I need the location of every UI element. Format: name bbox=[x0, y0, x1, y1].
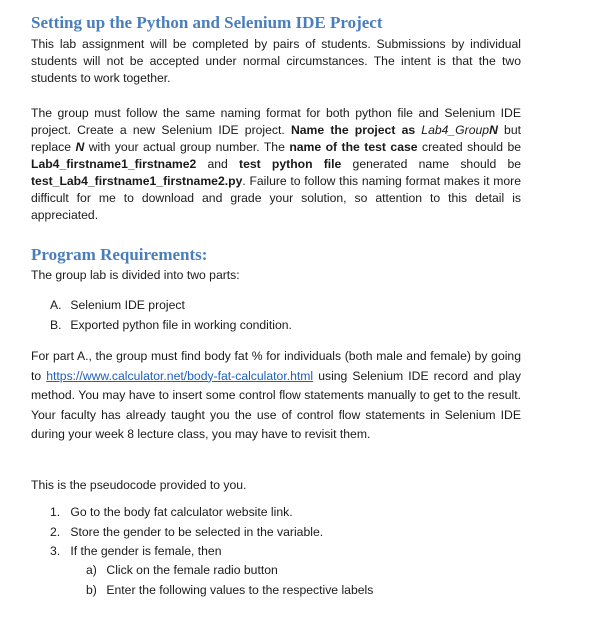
list-item bbox=[86, 563, 373, 583]
bold-italic-run: N bbox=[75, 140, 85, 154]
calculator-link[interactable]: https://www.calculator.net/body-fat-calculator.html bbox=[46, 368, 314, 383]
list-marker: 1. bbox=[50, 505, 61, 519]
bold-run: name of the test case bbox=[289, 140, 418, 154]
paragraph-part-a bbox=[31, 347, 521, 445]
list-item-text: If the gender is female, then bbox=[70, 544, 222, 559]
bold-run: test python file bbox=[239, 157, 342, 171]
text-run: . Failure to follow this naming format makes it more difficult for me to download and grade your solution, so attention to this detail is appreciated. bbox=[31, 174, 521, 222]
list-marker: 3. bbox=[50, 544, 61, 559]
italic-run: Lab4_Group bbox=[421, 123, 490, 137]
paragraph-intro: The group lab is divided into two parts: bbox=[31, 268, 240, 282]
list-marker: b) bbox=[86, 582, 97, 597]
list-item-text: Exported python file in working condition. bbox=[70, 317, 292, 332]
paragraph-naming bbox=[31, 105, 521, 224]
substeps-list bbox=[86, 563, 373, 602]
section-heading-requirements: Program Requirements: bbox=[31, 245, 208, 264]
bold-italic-run: N bbox=[489, 123, 498, 137]
list-item bbox=[50, 525, 323, 545]
steps-list bbox=[50, 505, 323, 564]
list-marker: 2. bbox=[50, 524, 61, 539]
list-marker: B. bbox=[50, 317, 62, 332]
text-run: and bbox=[196, 157, 240, 171]
text-run: with your actual group number. The bbox=[84, 140, 290, 154]
list-marker: a) bbox=[86, 563, 97, 577]
list-item bbox=[86, 583, 373, 603]
text-run: created should be bbox=[417, 140, 522, 154]
bold-run: Lab4_firstname1_firstname2 bbox=[31, 157, 197, 171]
list-item bbox=[50, 318, 292, 338]
text-run: The group must follow the same naming format for both python file and Selenium IDE project. Create a new Selenium IDE project. bbox=[31, 106, 521, 137]
list-item bbox=[50, 505, 323, 525]
parts-list bbox=[50, 298, 292, 337]
list-item-text: Click on the female radio button bbox=[106, 563, 278, 577]
bold-run: test_Lab4_firstname1_firstname2.py bbox=[31, 174, 243, 188]
list-item-text: Go to the body fat calculator website link. bbox=[70, 505, 293, 519]
text-run: using Selenium IDE record and play method. You may have to insert some control flow statements manually to get to the result. Your faculty has already taught you the use of control flow statements in Selenium IDE during your week 8 lecture class, you may have to revisit them. bbox=[31, 368, 521, 441]
list-marker: A. bbox=[50, 298, 62, 312]
section-heading-setup: Setting up the Python and Selenium IDE Project bbox=[31, 13, 383, 32]
list-item-text: Store the gender to be selected in the variable. bbox=[70, 524, 324, 539]
text-run: For part A., the group must find body fat % for individuals (both male and female) by going to bbox=[31, 349, 521, 383]
list-item bbox=[50, 298, 292, 318]
list-item-text: Enter the following values to the respective labels bbox=[106, 582, 374, 597]
text-run: generated name should be bbox=[341, 157, 522, 171]
list-item bbox=[50, 544, 323, 564]
paragraph-pairs: This lab assignment will be completed by pairs of students. Submissions by individual students will not be accepted under normal circumstances. The intent is that the two students to work together. bbox=[31, 37, 521, 85]
list-item-text: Selenium IDE project bbox=[70, 298, 185, 312]
text-run: but replace bbox=[31, 123, 521, 154]
bold-run: Name the project as bbox=[290, 123, 422, 137]
paragraph-pseudocode-intro: This is the pseudocode provided to you. bbox=[31, 478, 247, 492]
